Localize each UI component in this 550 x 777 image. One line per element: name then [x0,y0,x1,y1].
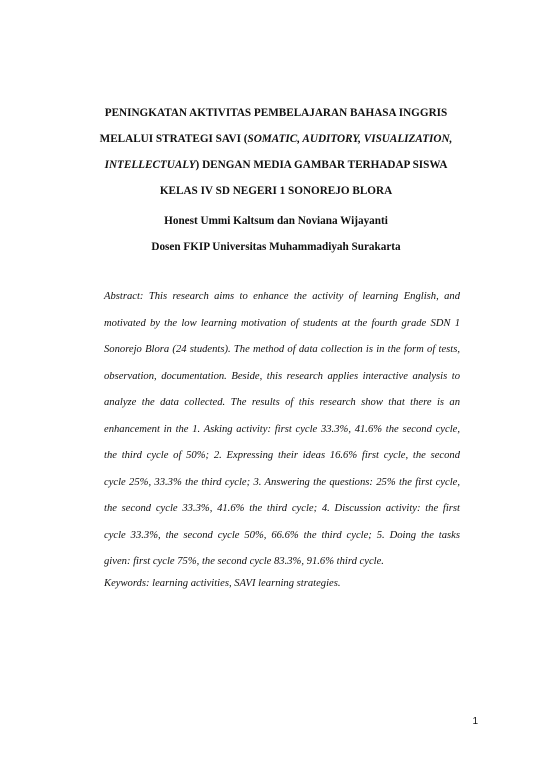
abstract-line: cycle 25%, 33.3% the third cycle; 3. Answering the questions: 25% the first cycle, [104,476,460,488]
abstract-line: cycle 33.3%, the second cycle 50%, 66.6% the third cycle; 5. Doing the tasks [104,529,460,541]
page-number: 1 [472,716,478,727]
title-line-2 [96,126,456,152]
paper-title [96,100,456,204]
abstract-line: Abstract: This research aims to enhance the activity of learning English, and [104,291,460,302]
abstract-line: analyze the data collected. The results of this research show that there is an [104,397,460,408]
abstract-line: given: first cycle 75%, the second cycle 83.3%, 91.6% third cycle. [104,556,384,567]
title-line-4: KELAS IV SD NEGERI 1 SONOREJO BLORA [159,185,393,197]
author-names: Honest Ummi Kaltsum dan Noviana Wijayanti [164,215,388,227]
abstract [104,284,460,576]
title-line-2-plain: MELALUI STRATEGI SAVI ( [99,133,248,145]
title-line-2-italic: SOMATIC, AUDITORY, VISUALIZATION, [247,133,453,145]
abstract-line: Sonorejo Blora (24 students). The method of data collection is in the form of tests, [104,344,460,355]
abstract-line: enhancement in the 1. Asking activity: first cycle 33.3%, 41.6% the second cycle, [104,423,460,435]
abstract-line: observation, documentation. Beside, this research applies interactive analysis to [104,370,460,382]
abstract-line: the third cycle of 50%; 2. Expressing their ideas 16.6% first cycle, the second [104,450,460,461]
title-line-3 [96,152,456,178]
author-block [96,208,456,260]
title-line-1: PENINGKATAN AKTIVITAS PEMBELAJARAN BAHASA INGGRIS [104,107,448,119]
title-line-3-plain: ) DENGAN MEDIA GAMBAR TERHADAP SISWA [195,159,448,171]
keywords: Keywords: learning activities, SAVI learning strategies. [104,578,341,589]
title-line-3-italic: INTELLECTUALY [104,159,196,171]
abstract-line: the second cycle 33.3%, 41.6% the third cycle; 4. Discussion activity: the first [104,503,460,514]
abstract-line: motivated by the low learning motivation of students at the fourth grade SDN 1 [104,317,460,329]
author-affiliation: Dosen FKIP Universitas Muhammadiyah Surakarta [151,241,401,253]
